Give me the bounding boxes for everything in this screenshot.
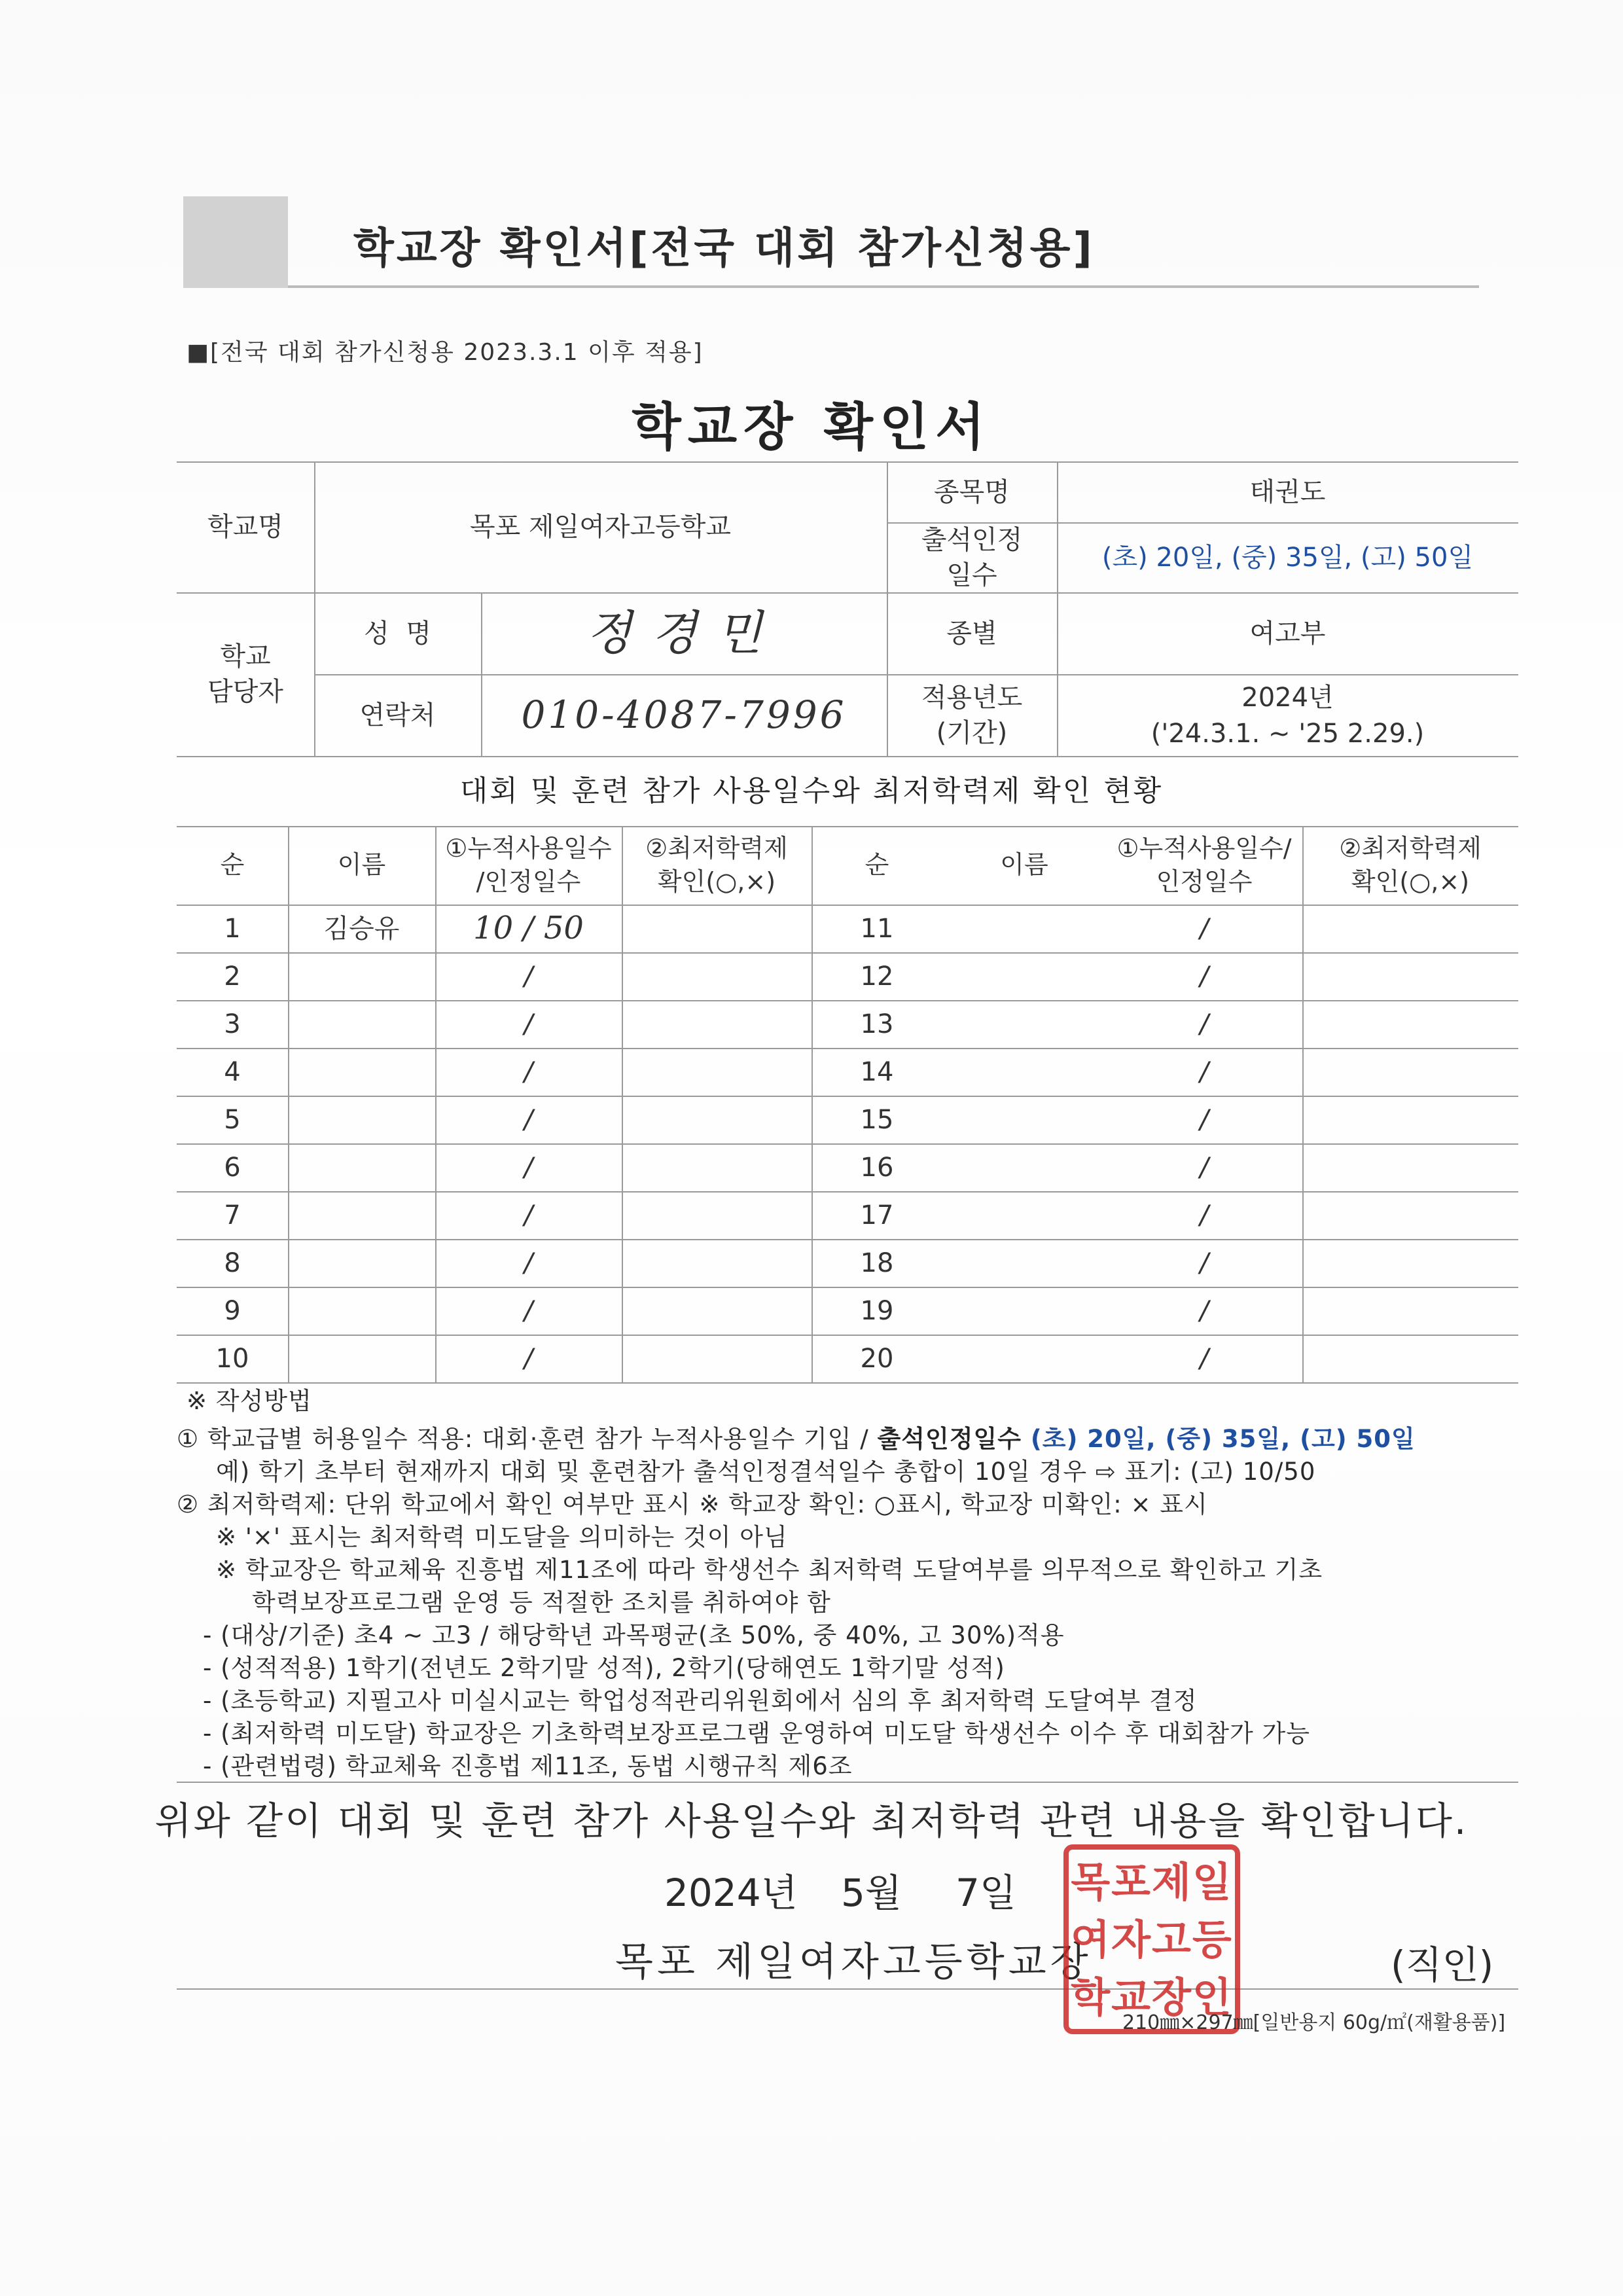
row-usage-days: / — [524, 1295, 533, 1326]
row-usage-days: / — [524, 961, 533, 992]
instruction-line-10: - (최저학력 미도달) 학교장은 기초학력보장프로그램 운영하여 미도달 학생선수 이수 후 대회참가 가능 — [203, 1719, 1311, 1748]
row-usage-days: / — [1200, 1104, 1209, 1135]
instruction-line-1-days: (초) 20일, (중) 35일, (고) 50일 — [1021, 1425, 1416, 1453]
category-label: 종별 — [946, 618, 997, 649]
row-usage-days: / — [1200, 1152, 1209, 1183]
row-name — [942, 1000, 1106, 1048]
instructions-heading: ※ 작성방법 — [187, 1387, 312, 1415]
row-min-academic-check — [1302, 1143, 1518, 1191]
row-usage-days: / — [1200, 1295, 1209, 1326]
instruction-line-3: ② 최저학력제: 단위 학교에서 확인 여부만 표시 ※ 학교장 확인: ○표시, 학교장 미확인: × 표시 — [177, 1490, 1208, 1518]
row-min-academic-check — [622, 1335, 812, 1382]
seal-line: 여자고등 — [1071, 1916, 1233, 1964]
row-name — [288, 1239, 435, 1287]
row-name: 김승유 — [323, 913, 400, 944]
row-min-academic-check — [1302, 1048, 1518, 1096]
row-name — [942, 1143, 1106, 1191]
banner-title: 학교장 확인서[전국 대회 참가신청용] — [353, 224, 1095, 273]
school-name-value: 목포 제일여자고등학교 — [469, 512, 732, 542]
footer-divider — [177, 1988, 1518, 1990]
row-number: 3 — [224, 1009, 241, 1039]
row-number: 5 — [224, 1104, 241, 1135]
category-value: 여고부 — [1249, 618, 1326, 649]
instruction-line-5: ※ 학교장은 학교체육 진흥법 제11조에 따라 학생선수 최저학력 도달여부를 의무적으로 확인하고 기초 — [216, 1556, 1323, 1584]
row-min-academic-check — [622, 905, 812, 952]
info-table-border — [177, 756, 1518, 757]
school-principal: 목포 제일여자고등학교장 — [615, 1939, 1092, 1985]
row-name — [942, 1335, 1106, 1382]
row-usage-days: / — [524, 1104, 533, 1135]
instruction-line-1-text: ① 학교급별 허용일수 적용: 대회·훈련 참가 누적사용일수 기입 / — [177, 1425, 878, 1453]
row-name — [942, 1191, 1106, 1239]
row-usage-days: / — [1200, 1056, 1209, 1087]
row-min-academic-check — [1302, 1191, 1518, 1239]
row-usage-days: / — [1200, 913, 1209, 944]
banner-underline — [288, 285, 1479, 288]
table-header-check_right: ②최저학력제 확인(○,×) — [1339, 833, 1482, 896]
row-min-academic-check — [622, 1096, 812, 1143]
table-header-name: 이름 — [1000, 850, 1048, 880]
row-name — [288, 1335, 435, 1382]
table-header-name: 이름 — [337, 850, 386, 880]
row-number: 11 — [860, 913, 894, 944]
row-number: 10 — [215, 1343, 249, 1374]
instruction-line-6: 학력보장프로그램 운영 등 적절한 조치를 취하여야 함 — [252, 1588, 831, 1617]
row-min-academic-check — [1302, 905, 1518, 952]
row-name — [942, 1048, 1106, 1096]
instruction-line-9: - (초등학교) 지필고사 미실시교는 학업성적관리위원회에서 심의 후 최저학력 도달여부 결정 — [203, 1687, 1198, 1715]
row-number: 9 — [224, 1295, 241, 1326]
row-usage-days: / — [524, 1152, 533, 1183]
paper-spec-footer: 210㎜×297㎜[일반용지 60g/㎡(재활용품)] — [1122, 2011, 1506, 2034]
row-name — [288, 952, 435, 1000]
table-header-days_right: ①누적사용일수/ 인정일수 — [1116, 833, 1292, 896]
row-min-academic-check — [1302, 1335, 1518, 1382]
row-min-academic-check — [622, 1048, 812, 1096]
row-name — [942, 1096, 1106, 1143]
year-value: 2024년 — [1241, 682, 1334, 713]
manager-name-handwritten: 정경민 — [586, 605, 782, 660]
table-header-no: 순 — [865, 850, 889, 880]
period-value: ('24.3.1. ~ '25 2.29.) — [1150, 718, 1425, 749]
row-min-academic-check — [622, 952, 812, 1000]
seal-line: 목포제일 — [1071, 1858, 1233, 1906]
row-number: 2 — [224, 961, 241, 992]
name-label: 성 명 — [364, 618, 431, 649]
section-title: 대회 및 훈련 참가 사용일수와 최저학력제 확인 현황 — [459, 774, 1164, 808]
instruction-line-8: - (성적적용) 1학기(전년도 2학기말 성적), 2학기(당해연도 1학기말 성적) — [203, 1654, 1005, 1682]
row-number: 16 — [860, 1152, 894, 1183]
attendance-value: (초) 20일, (중) 35일, (고) 50일 — [1101, 542, 1474, 573]
row-usage-days: / — [1200, 1009, 1209, 1039]
row-usage-days: / — [524, 1247, 533, 1278]
instruction-line-7: - (대상/기준) 초4 ~ 고3 / 해당학년 과목평균(초 50%, 중 40%, 고 30%)적용 — [203, 1621, 1065, 1649]
seal-label: (직인) — [1391, 1943, 1494, 1987]
row-number: 4 — [224, 1056, 241, 1087]
row-usage-days: 10 / 50 — [473, 910, 584, 947]
row-min-academic-check — [622, 1191, 812, 1239]
row-usage-days: / — [524, 1200, 533, 1230]
row-number: 19 — [860, 1295, 894, 1326]
row-usage-days: / — [524, 1009, 533, 1039]
row-number: 14 — [860, 1056, 894, 1087]
row-number: 1 — [224, 913, 241, 944]
row-number: 15 — [860, 1104, 894, 1135]
row-min-academic-check — [622, 1000, 812, 1048]
year-label: 적용년도 (기간) — [921, 682, 1023, 748]
applicability-note: ■[전국 대회 참가신청용 2023.3.1 이후 적용] — [187, 339, 704, 366]
instruction-line-1 — [177, 1419, 1416, 1454]
row-usage-days: / — [1200, 1343, 1209, 1374]
row-number: 6 — [224, 1152, 241, 1183]
row-number: 20 — [860, 1343, 894, 1374]
school-name-label: 학교명 — [207, 512, 283, 542]
instruction-line-2: 예) 학기 초부터 현재까지 대회 및 훈련참가 출석인정결석일수 총합이 10일 경우 ⇨ 표기: (고) 10/50 — [216, 1458, 1316, 1486]
row-number: 8 — [224, 1247, 241, 1278]
table-header-check: ②최저학력제 확인(○,×) — [645, 833, 788, 896]
contact-handwritten: 010-4087-7996 — [521, 692, 847, 738]
row-number: 13 — [860, 1009, 894, 1039]
row-usage-days: / — [1200, 961, 1209, 992]
row-name — [288, 1191, 435, 1239]
contact-label: 연락처 — [359, 700, 436, 730]
table-header-days: ①누적사용일수 /인정일수 — [445, 833, 612, 896]
row-min-academic-check — [1302, 1096, 1518, 1143]
row-usage-days: / — [524, 1056, 533, 1087]
row-number: 12 — [860, 961, 894, 992]
row-usage-days: / — [524, 1343, 533, 1374]
row-name — [288, 1000, 435, 1048]
row-min-academic-check — [1302, 1000, 1518, 1048]
table-border — [177, 1382, 1518, 1384]
date-month: 5월 — [841, 1871, 902, 1915]
row-usage-days: / — [1200, 1247, 1209, 1278]
row-min-academic-check — [1302, 952, 1518, 1000]
row-name — [288, 1096, 435, 1143]
instruction-line-11: - (관련법령) 학교체육 진흥법 제11조, 동법 시행규칙 제6조 — [203, 1752, 853, 1780]
row-usage-days: / — [1200, 1200, 1209, 1230]
instruction-line-4: ※ '×' 표시는 최저학력 미도달을 의미하는 것이 아님 — [216, 1523, 788, 1551]
attendance-label: 출석인정 일수 — [921, 524, 1023, 590]
banner-gray-block — [183, 196, 288, 288]
row-number: 7 — [224, 1200, 241, 1230]
header-banner — [183, 196, 1479, 288]
confirmation-statement: 위와 같이 대회 및 훈련 참가 사용일수와 최저학력 관련 내용을 확인합니다. — [154, 1799, 1469, 1843]
row-name — [288, 1143, 435, 1191]
table-header-no: 순 — [220, 850, 245, 880]
row-number: 18 — [860, 1247, 894, 1278]
row-min-academic-check — [622, 1239, 812, 1287]
row-name — [942, 1287, 1106, 1335]
date-year: 2024년 — [664, 1871, 798, 1915]
row-min-academic-check — [1302, 1287, 1518, 1335]
row-name — [942, 905, 1106, 952]
row-name — [942, 952, 1106, 1000]
row-name — [288, 1287, 435, 1335]
divider — [177, 1782, 1518, 1783]
instruction-line-1-emph: 출석인정일수 — [877, 1425, 1022, 1453]
row-min-academic-check — [622, 1287, 812, 1335]
seal-line: 학교장인 — [1071, 1973, 1233, 2021]
row-name — [942, 1239, 1106, 1287]
sport-label: 종목명 — [934, 476, 1010, 507]
page-title: 학교장 확인서 — [632, 398, 991, 457]
row-number: 17 — [860, 1200, 894, 1230]
date-day: 7일 — [955, 1871, 1016, 1915]
row-min-academic-check — [622, 1143, 812, 1191]
row-name — [288, 1048, 435, 1096]
row-min-academic-check — [1302, 1239, 1518, 1287]
manager-label: 학교 담당자 — [207, 641, 283, 707]
sport-value: 태권도 — [1249, 476, 1326, 507]
